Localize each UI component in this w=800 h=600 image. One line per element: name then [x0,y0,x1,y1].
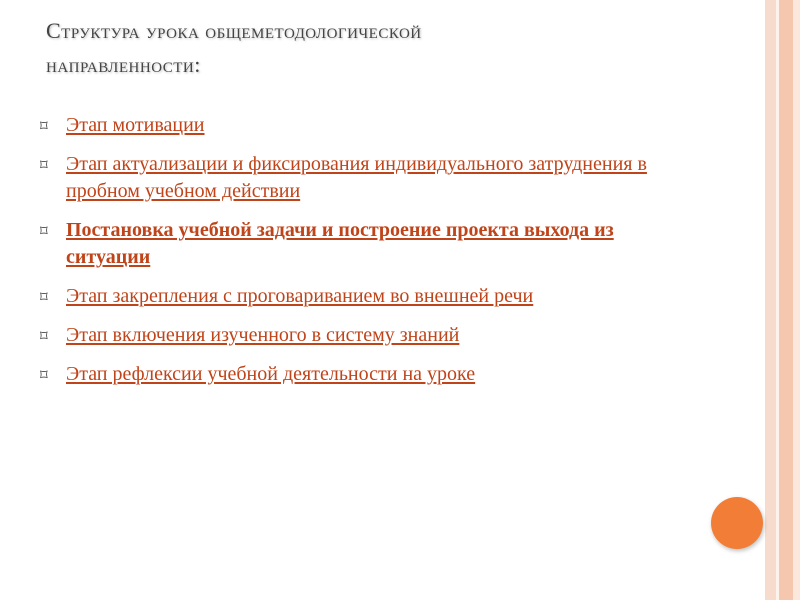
bullet-link-inclusion[interactable]: Этап включения изученного в систему знаний [66,324,460,346]
bullet-icon: ⌑ [40,327,48,345]
slide-title-line-1: Структура урока общеметодологической [46,18,422,43]
bullet-link-reflection[interactable]: Этап рефлексии учебной деятельности на уроке [66,363,476,385]
bullet-link-motivation[interactable]: Этап мотивации [66,114,205,136]
bullet-list [40,112,700,400]
decorative-stripe [793,0,800,600]
list-item [40,151,700,205]
bullet-link-actualization[interactable]: Этап актуализации и фиксирования индивидуального затруднения в пробном учебном действии [66,153,647,202]
list-item [40,283,700,310]
list-item [40,322,700,349]
bullet-link-consolidation[interactable]: Этап закрепления с проговариванием во внешней речи [66,285,534,307]
slide-title-line-2: направленности: [46,52,201,77]
decorative-circle [711,497,763,549]
list-item [40,217,700,271]
bullet-icon: ⌑ [40,288,48,306]
bullet-icon: ⌑ [40,366,48,384]
bullet-icon: ⌑ [40,222,48,240]
decorative-stripe [765,0,776,600]
bullet-icon: ⌑ [40,117,48,135]
list-item [40,112,700,139]
decorative-stripe [779,0,793,600]
bullet-icon: ⌑ [40,156,48,174]
bullet-link-task-setting[interactable]: Постановка учебной задачи и построение проекта выхода из ситуации [66,219,614,268]
list-item [40,361,700,388]
slide-title [46,14,746,82]
